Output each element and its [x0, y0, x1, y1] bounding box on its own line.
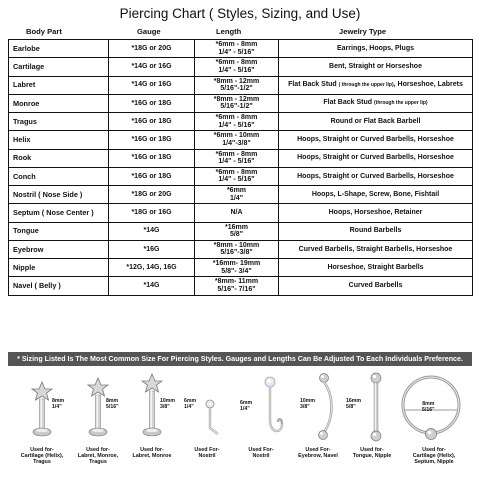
- table-row: [9, 222, 473, 240]
- length-inch: 1/4"-3/8": [222, 139, 251, 147]
- length-cell: [195, 186, 279, 204]
- body-part-cell: Nipple: [9, 259, 109, 277]
- gauge-cell: *16G or 18G: [109, 149, 195, 167]
- jewelry-item-8: [396, 372, 466, 442]
- gauge-cell: *18G or 20G: [109, 40, 195, 58]
- length-cell: [195, 149, 279, 167]
- length-inch: 1/4" - 5/16": [218, 176, 255, 184]
- jewelry-type-text: Bent, Straight or Horseshoe: [329, 63, 422, 71]
- length-mm: *16mm: [225, 223, 248, 231]
- jewelry-type-cell: [279, 113, 473, 131]
- item-caption: Used for- Cartilage (Helix), Septum, Nipple: [412, 447, 456, 465]
- item-caption: Used For- Nostril: [248, 447, 274, 459]
- length-mm: *6mm - 8mm: [215, 150, 258, 158]
- measure-label: 6mm 1/4": [240, 400, 253, 412]
- gauge-cell: *18G or 16G: [109, 204, 195, 222]
- table-row: [9, 58, 473, 76]
- jewelry-type-cell: [279, 149, 473, 167]
- gauge-cell: *18G or 20G: [109, 186, 195, 204]
- jewelry-type-text: Horseshoe, Straight Barbells: [327, 263, 424, 271]
- measure-label: 8mm 1/4": [52, 398, 65, 410]
- sizing-note: * Sizing Listed Is The Most Common Size For Piercing Styles. Gauges and Lengths Can Be Adjusted To Each Individuals Preference.: [8, 352, 472, 366]
- jewelry-type-cell: [279, 186, 473, 204]
- length-cell: [195, 167, 279, 185]
- body-part-cell: Rook: [9, 149, 109, 167]
- gauge-cell: *14G or 16G: [109, 58, 195, 76]
- jewelry-type-text: Hoops, Straight or Curved Barbells, Horseshoe: [297, 136, 454, 144]
- body-part-cell: Earlobe: [9, 40, 109, 58]
- jewelry-item-4: [184, 372, 228, 442]
- body-part-cell: Tongue: [9, 222, 109, 240]
- jewelry-type-cell: [279, 222, 473, 240]
- body-part-cell: Nostril ( Nose Side ): [9, 186, 109, 204]
- jewelry-type-text: Flat Back Stud: [323, 99, 373, 107]
- measure-label: 8mm 5/16": [422, 401, 435, 413]
- item-caption: Used for- Labret, Monroe: [132, 447, 172, 459]
- jewelry-type-note: ( through the upper lip): [338, 81, 394, 88]
- length-mm: *8mm - 12mm: [213, 77, 260, 85]
- length-mm: *6mm - 8mm: [215, 59, 258, 67]
- jewelry-type-text: Earrings, Hoops, Plugs: [336, 44, 414, 52]
- length-mm: *6mm - 10mm: [213, 132, 260, 140]
- length-mm: *8mm - 12mm: [213, 95, 260, 103]
- header-body-part: Body Part: [26, 27, 62, 36]
- table-row: [9, 76, 473, 94]
- jewelry-type-text: Flat Back Stud: [288, 80, 337, 88]
- jewelry-type-cell: [279, 40, 473, 58]
- jewelry-type-cell: [279, 277, 473, 295]
- gauge-cell: *14G or 16G: [109, 76, 195, 94]
- jewelry-type-cell: [279, 240, 473, 258]
- gauge-cell: *14G: [109, 277, 195, 295]
- item-caption: Used For- Eyebrow, Navel: [298, 447, 338, 459]
- jewelry-item-2: [78, 372, 118, 442]
- length-cell: [195, 113, 279, 131]
- header-jewelry-type: Jewelry Type: [339, 27, 387, 36]
- length-inch: 1/4" - 5/16": [218, 66, 255, 74]
- length-cell: [195, 259, 279, 277]
- jewelry-type-note: (through the upper lip): [373, 100, 428, 107]
- length-cell: [195, 40, 279, 58]
- length-cell: [195, 94, 279, 112]
- gauge-cell: *16G or 18G: [109, 167, 195, 185]
- header-length: Length: [216, 27, 242, 36]
- gauge-cell: *16G or 18G: [109, 94, 195, 112]
- table-body: [9, 40, 473, 296]
- table-row: [9, 40, 473, 58]
- jewelry-type-text: Hoops, Straight or Curved Barbells, Horseshoe: [297, 172, 454, 180]
- length-cell: [195, 277, 279, 295]
- table-row: [9, 277, 473, 295]
- length-inch: 5/16"-1/2": [220, 85, 253, 93]
- table-row: [9, 149, 473, 167]
- table-row: [9, 186, 473, 204]
- length-inch: 5/16"-1/2": [220, 103, 253, 111]
- header-gauge: Gauge: [137, 27, 161, 36]
- jewelry-item-5: [238, 372, 288, 442]
- table-row: [9, 240, 473, 258]
- length-inch: 1/4" - 5/16": [218, 48, 255, 56]
- length-inch: 5/16"-3/8": [220, 249, 253, 257]
- length-cell: [195, 76, 279, 94]
- page-title: Piercing Chart ( Styles, Sizing, and Use): [119, 6, 361, 21]
- body-part-cell: Cartilage: [9, 58, 109, 76]
- length-mm: N/A: [230, 209, 243, 217]
- body-part-cell: Tragus: [9, 113, 109, 131]
- length-inch: 1/4" - 5/16": [218, 158, 255, 166]
- gauge-cell: *16G or 18G: [109, 113, 195, 131]
- item-caption: Used for- Tongue, Nipple: [352, 447, 392, 459]
- length-cell: [195, 240, 279, 258]
- measure-label: 8mm 5/16": [106, 398, 119, 410]
- length-inch: 5/8": [229, 231, 244, 239]
- length-cell: [195, 222, 279, 240]
- jewelry-item-6: [296, 372, 342, 442]
- length-mm: *6mm - 8mm: [215, 114, 258, 122]
- table-row: [9, 259, 473, 277]
- length-mm: *6mm: [226, 187, 247, 195]
- gauge-cell: *16G: [109, 240, 195, 258]
- measure-label: 10mm 3/8": [160, 398, 175, 410]
- gauge-cell: *14G: [109, 222, 195, 240]
- jewelry-type-cell: [279, 167, 473, 185]
- body-part-cell: Labret: [9, 76, 109, 94]
- measure-label: 16mm 5/8": [346, 398, 361, 410]
- length-inch: 5/16"- 7/16": [217, 285, 256, 293]
- body-part-cell: Eyebrow: [9, 240, 109, 258]
- item-caption: Used For- Nostril: [194, 447, 220, 459]
- body-part-cell: Conch: [9, 167, 109, 185]
- length-inch: 1/4": [229, 194, 244, 202]
- table-row: [9, 167, 473, 185]
- body-part-cell: Helix: [9, 131, 109, 149]
- length-mm: *8mm - 10mm: [213, 241, 260, 249]
- table-row: [9, 204, 473, 222]
- body-part-cell: Monroe: [9, 94, 109, 112]
- jewelry-type-text: Hoops, L-Shape, Screw, Bone, Fishtail: [311, 190, 440, 198]
- length-cell: [195, 204, 279, 222]
- jewelry-type-text: Round Barbells: [349, 227, 402, 235]
- jewelry-type-cell: [279, 131, 473, 149]
- jewelry-type-text: Curved Barbells, Straight Barbells, Horseshoe: [298, 245, 453, 253]
- item-caption: Used for- Cartilage (Helix), Tragus: [20, 447, 64, 465]
- jewelry-item-3: [130, 372, 174, 442]
- jewelry-type-text: Round or Flat Back Barbell: [330, 117, 421, 125]
- table-row: [9, 113, 473, 131]
- length-cell: [195, 131, 279, 149]
- length-inch: 5/8"- 3/4": [221, 267, 252, 275]
- table-row: [9, 131, 473, 149]
- jewelry-type-text: Hoops, Horseshoe, Retainer: [328, 209, 423, 217]
- length-mm: *6mm - 8mm: [215, 41, 258, 49]
- length-mm: *6mm - 8mm: [215, 168, 258, 176]
- gauge-cell: *12G, 14G, 16G: [109, 259, 195, 277]
- jewelry-type-cell: [279, 94, 473, 112]
- jewelry-type-cell: [279, 259, 473, 277]
- jewelry-type-cell: [279, 58, 473, 76]
- length-inch: 1/4" - 5/16": [218, 121, 255, 129]
- body-part-cell: Navel ( Belly ): [9, 277, 109, 295]
- jewelry-type-text: Hoops, Straight or Curved Barbells, Horseshoe: [297, 154, 454, 162]
- gauge-cell: *16G or 18G: [109, 131, 195, 149]
- jewelry-type-tail: , Horseshoe, Labrets: [393, 80, 463, 88]
- jewelry-type-cell: [279, 204, 473, 222]
- piercing-chart-table: [8, 39, 473, 296]
- measure-label: 6mm 1/4": [184, 398, 197, 410]
- length-mm: *8mm- 11mm: [214, 278, 259, 286]
- table-row: [9, 94, 473, 112]
- measure-label: 10mm 3/8": [300, 398, 315, 410]
- length-cell: [195, 58, 279, 76]
- jewelry-type-cell: [279, 76, 473, 94]
- body-part-cell: Septum ( Nose Center ): [9, 204, 109, 222]
- length-mm: *16mm- 19mm: [212, 260, 261, 268]
- jewelry-type-text: Curved Barbells: [348, 282, 403, 290]
- item-caption: Used for- Labret, Monroe, Tragus: [77, 447, 119, 465]
- jewelry-item-7: [344, 372, 390, 442]
- jewelry-item-1: [22, 372, 65, 442]
